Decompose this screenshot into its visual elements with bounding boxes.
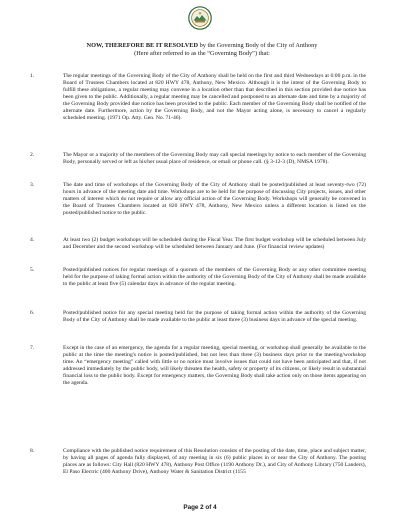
page-number: Page 2 of 4 xyxy=(183,504,217,511)
heading-bold-phrase: NOW, THEREFORE BE IT RESOLVED xyxy=(86,42,198,49)
clause-number: 6. xyxy=(30,310,35,316)
city-seal-logo xyxy=(188,6,212,30)
clause-number: 1. xyxy=(30,73,35,79)
clause-number: 4. xyxy=(30,237,35,243)
clause-text: The Mayor or a majority of the members of the Governing Body may call special meetings by notice to each member of the Governing Body, personally served or left as his/her usual place of residence, or email or phone call. (§ 3-12-3 (D), NMSA 1978). xyxy=(63,152,366,165)
clause-number: 7. xyxy=(30,345,35,351)
heading-line-1 xyxy=(40,42,364,50)
clause-text: At least two (2) budget workshops will be scheduled during the Fiscal Year. The first budget workshop will be scheduled between July and December and the second workshop will be scheduled between January and June. (For financial review updates) xyxy=(63,237,366,250)
heading-line-1-rest: by the Governing Body of the City of Anthony xyxy=(198,42,318,49)
resolution-heading xyxy=(40,42,364,59)
clause-text: Except in the case of an emergency, the agenda for a regular meeting, special meeting, or workshop shall generally be available to the public at the time the meeting's notice is posted/published, but not less than three (3) business days prior to the meeting/workshop time. An “emergency meeting” called with little or no notice must involve issues that could not have been anticipated and that, if not addressed immediately by the public body, will likely threaten the health, safety or property of its citizens, or likely result in substantial financial loss to the public body. Except for emergency matters, the Governing Body shall take action only on those items appearing on the agenda. xyxy=(63,345,366,386)
clause-number: 2. xyxy=(30,152,35,158)
clause-text: The date and time of workshops of the Governing Body of the City of Anthony shall be posted/published at least seventy-two (72) hours in advance of the meeting date and time. Workshops are to be held for the purpose of discussing City projects, issues, and other matters of interest which do not require or allow any official action of the Governing Body. Workshops will generally be convened in the Board of Trustees Chambers located at 820 HWY 478, Anthony, New Mexico unless a different location is listed on the posted/published notice to the public. xyxy=(63,182,366,216)
clause-text: Posted/published notice for any special meeting held for the purpose of taking formal action within the authority of the Governing Body of the City of Anthony shall be made available to the public at least three (3) business days in advance of the special meeting. xyxy=(63,310,366,323)
clause-text: The regular meetings of the Governing Body of the City of Anthony shall be held on the first and third Wednesdays at 6:00 p.m. in the Board of Trustees Chambers located at 820 HWY 478, Anthony, New Mexico. Although it is the intent of the Governing Body to fulfill these obligations, a regular meeting may convene in a location other than that described in this section provided due notice has been given to the public. Additionally, a regular meeting may be cancelled and postponed to an alternate date and time by a majority of the Governing Body provided due notice has been provided to the public. Each member of the Governing Body shall be notified of the alternate date. Furthermore, action by the Governing Body, and not the Mayor acting alone, is necessary to cancel a regularly scheduled meeting. (1971 Op. Atty. Gen. No. 71-46). xyxy=(63,73,366,121)
heading-line-2: (Here after referred to as the “Governing Body”) that: xyxy=(134,50,270,58)
clause-number: 8. xyxy=(30,448,35,454)
clause-text: Posted/published notices for regular meetings of a quorum of the members of the Governing Body or any other committee meeting held for the purpose of taking formal action within the authority of the Governing Body of the City of Anthony shall be made available to the public at least five (5) calendar days in advance of the regular meeting. xyxy=(63,267,366,287)
clause-text: Compliance with the published notice requirement of this Resolution consists of the posting of the date, time, place and subject matter, by having all pages of agenda fully displayed, of any meeting in six (6) public places in or near the City of Anthony. The posting places are as follows: City Hall (820 HWY 478), Anthony Post Office (1190 Anthony Dr.), and City of Anthony Library (750 Landers), El Paso Electric (400 Anthony Drive), Anthony Water & Sanitation District (1155 xyxy=(63,448,366,475)
clause-number: 5. xyxy=(30,267,35,273)
clause-number: 3. xyxy=(30,182,35,188)
